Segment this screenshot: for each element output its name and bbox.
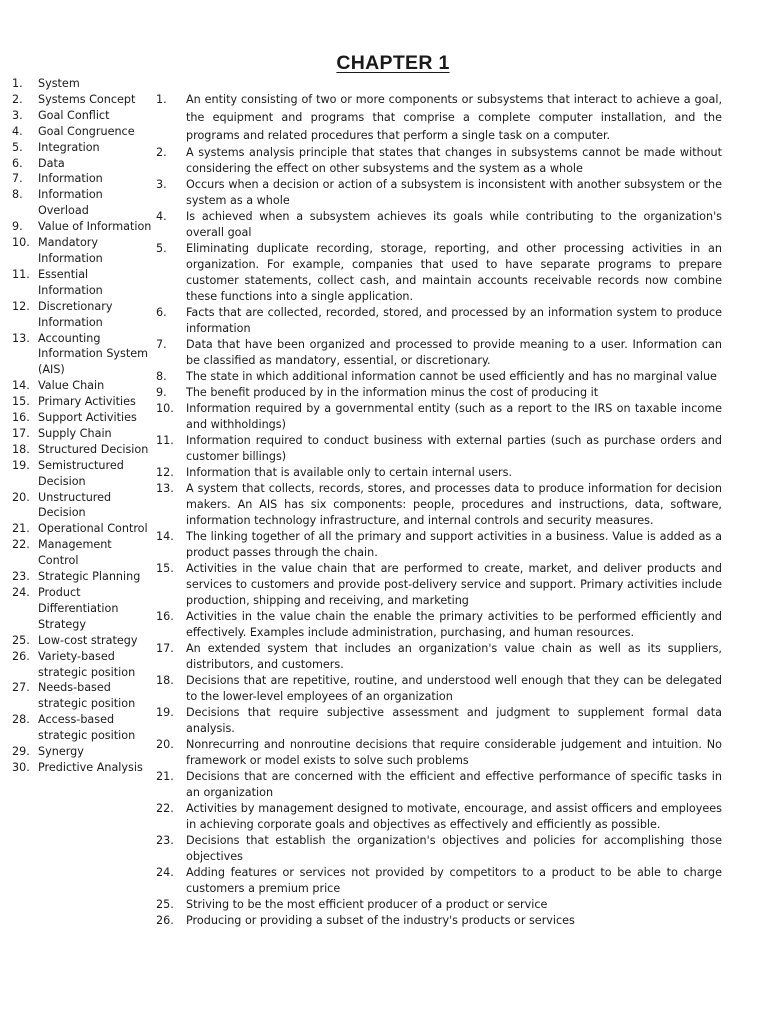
definition-item: [156, 209, 722, 241]
definition-item-text: Information required by a governmental entity (such as a report to the IRS on taxable income and withholdings): [186, 402, 722, 432]
definition-item-number: 24.: [156, 866, 174, 880]
term-item-text: Accounting Information System (AIS): [38, 331, 149, 377]
definition-item-number: 9.: [156, 386, 167, 400]
definition-item: [156, 865, 722, 897]
definition-item: [156, 241, 722, 305]
definition-item: [156, 481, 722, 529]
term-item-number: 26.: [12, 649, 30, 663]
definition-item-number: 23.: [156, 834, 174, 848]
term-item-text: Integration: [38, 140, 100, 154]
definition-item-number: 7.: [156, 338, 167, 352]
definition-item-text: Occurs when a decision or action of a subsystem is inconsistent with another subsystem or the system as a whole: [186, 178, 722, 208]
term-item-number: 16.: [12, 411, 30, 425]
term-item-text: Structured Decision: [38, 442, 149, 456]
definition-item: [156, 91, 722, 145]
definition-item: [156, 305, 722, 337]
definition-item-number: 25.: [156, 898, 174, 912]
term-item-text: Goal Conflict: [38, 108, 110, 122]
definition-item-text: Striving to be the most efficient producer of a product or service: [186, 898, 548, 912]
term-item: [12, 219, 152, 235]
term-item-number: 10.: [12, 236, 30, 250]
definition-item-number: 20.: [156, 738, 174, 752]
term-item-text: Strategic Planning: [38, 570, 141, 584]
definition-item-text: A system that collects, records, stores, and processes data to produce information for decision makers. An AIS has six components: people, procedures and instructions, data, software, information technology infrastructure, and internal controls and security measures.: [186, 482, 722, 528]
term-item-text: Variety-based strategic position: [38, 649, 136, 679]
term-item-text: Mandatory Information: [38, 236, 103, 265]
definition-item: [156, 401, 722, 433]
definition-item-number: 6.: [156, 306, 167, 320]
term-item-number: 14.: [12, 379, 30, 393]
term-item: [12, 458, 152, 490]
definition-item: [156, 561, 722, 609]
definition-item-number: 16.: [156, 610, 174, 624]
term-item: [12, 633, 152, 649]
definition-item-number: 11.: [156, 434, 174, 448]
term-item-text: Essential Information: [38, 267, 103, 297]
definition-item-number: 18.: [156, 674, 174, 688]
term-item: [12, 267, 152, 299]
term-item: [12, 331, 152, 379]
definition-item-number: 4.: [156, 210, 167, 224]
definition-item-number: 15.: [156, 562, 174, 576]
definition-item-number: 22.: [156, 802, 174, 816]
definition-item-text: Activities in the value chain the enable the primary activities to be performed efficiently and effectively. Examples include administration, purchasing, and human resources.: [186, 610, 722, 640]
definition-item: [156, 337, 722, 369]
term-item-number: 27.: [12, 681, 30, 695]
term-item: [12, 299, 152, 331]
term-item-text: Goal Congruence: [38, 124, 135, 138]
term-item: [12, 140, 152, 156]
term-item-text: Primary Activities: [38, 395, 136, 409]
terms-list: [12, 76, 152, 776]
term-item: [12, 585, 152, 633]
term-item-text: Synergy: [38, 745, 84, 759]
term-item-number: 12.: [12, 299, 30, 313]
term-item: [12, 521, 152, 537]
definition-item-text: The state in which additional information cannot be used efficiently and has no marginal value: [186, 370, 717, 384]
definition-item-text: An extended system that includes an organization's value chain as well as its suppliers, distributors, and customers.: [186, 642, 722, 672]
definition-item-text: Decisions that require subjective assessment and judgment to supplement formal data analysis.: [186, 706, 722, 736]
definition-item-number: 19.: [156, 706, 174, 720]
term-item-text: Discretionary Information: [38, 299, 113, 329]
term-item-text: Management Control: [38, 538, 112, 568]
definition-item-text: Eliminating duplicate recording, storage, reporting, and other processing activities in an organization. For example, companies that used to have separate programs to prepare customer statements, collect cash, and maintain accounts receivable records now combine these functions into a single application.: [186, 242, 722, 304]
definition-item-text: A systems analysis principle that states that changes in subsystems cannot be made without considering the effect on other subsystems and the system as a whole: [186, 146, 722, 176]
term-item: [12, 156, 152, 172]
term-item-number: 21.: [12, 522, 30, 536]
term-item: [12, 124, 152, 140]
definition-item-text: An entity consisting of two or more components or subsystems that interact to achieve a goal, the equipment and programs that comprise a complete computer installation, and the programs and related procedures that perform a single task on a computer.: [186, 93, 722, 143]
term-item-number: 4.: [12, 124, 23, 138]
term-item: [12, 569, 152, 585]
definition-item: [156, 913, 722, 929]
definition-item: [156, 769, 722, 801]
definition-item: [156, 737, 722, 769]
definition-item-text: Information that is available only to certain internal users.: [186, 466, 513, 480]
term-item-text: System: [38, 77, 80, 90]
term-item-number: 2.: [12, 92, 23, 106]
term-item-text: Information: [38, 172, 103, 186]
definition-item-number: 13.: [156, 482, 174, 496]
term-item-number: 25.: [12, 633, 30, 647]
term-item-number: 11.: [12, 267, 30, 281]
term-item: [12, 187, 152, 219]
definition-item-text: Is achieved when a subsystem achieves its goals while contributing to the organization's overall goal: [186, 210, 722, 240]
term-item: [12, 378, 152, 394]
definition-item-number: 14.: [156, 530, 174, 544]
term-item-text: Value of Information: [38, 220, 152, 234]
definition-item-text: Information required to conduct business with external parties (such as purchase orders and customer billings): [186, 434, 722, 464]
definition-item-text: Decisions that are concerned with the efficient and effective performance of specific tasks in an organization: [186, 770, 722, 800]
definition-item-number: 21.: [156, 770, 174, 784]
term-item-number: 1.: [12, 77, 23, 90]
term-item: [12, 649, 152, 681]
definition-item-text: Decisions that are repetitive, routine, and understood well enough that they can be delegated to the lower-level employees of an organization: [186, 674, 722, 704]
term-item-text: Data: [38, 156, 65, 170]
term-item-text: Product Differentiation Strategy: [38, 586, 119, 631]
term-item-text: Systems Concept: [38, 92, 136, 106]
term-item: [12, 490, 152, 522]
definition-item-number: 1.: [156, 93, 167, 106]
term-item-number: 8.: [12, 188, 23, 202]
definition-item-number: 5.: [156, 242, 167, 256]
term-item-number: 23.: [12, 570, 30, 584]
term-item-text: Support Activities: [38, 411, 137, 425]
term-item: [12, 171, 152, 187]
term-item-number: 13.: [12, 331, 30, 345]
definition-item: [156, 177, 722, 209]
term-item: [12, 410, 152, 426]
definition-item: [156, 465, 722, 481]
term-item-number: 28.: [12, 713, 30, 727]
term-item-number: 24.: [12, 586, 30, 599]
term-item-number: 22.: [12, 538, 30, 552]
definition-item: [156, 385, 722, 401]
definition-item-number: 3.: [156, 178, 167, 192]
definition-item-text: The benefit produced by in the information minus the cost of producing it: [186, 386, 599, 400]
definition-item-number: 26.: [156, 914, 174, 928]
definition-item: [156, 897, 722, 913]
term-item-text: Information Overload: [38, 188, 103, 218]
definition-item-text: Data that have been organized and processed to provide meaning to a user. Information can be classified as mandatory, essential, or discretionary.: [186, 338, 722, 368]
term-item: [12, 442, 152, 458]
definitions-list: [156, 91, 722, 929]
term-item-number: 6.: [12, 156, 23, 170]
definition-item-number: 17.: [156, 642, 174, 656]
definition-item-number: 10.: [156, 402, 174, 416]
term-item-number: 7.: [12, 172, 23, 186]
term-item-number: 18.: [12, 442, 30, 456]
term-item-text: Needs-based strategic position: [38, 681, 136, 711]
definition-item: [156, 833, 722, 865]
definition-item-text: Nonrecurring and nonroutine decisions that require considerable judgement and intuition. No framework or model exists to solve such problems: [186, 738, 722, 768]
term-item: [12, 744, 152, 760]
term-item: [12, 712, 152, 744]
definition-item-text: The linking together of all the primary and support activities in a business. Value is added as a product passes through the chain.: [186, 530, 722, 560]
definition-item: [156, 433, 722, 465]
page-title: CHAPTER 1: [336, 52, 450, 74]
definition-item-number: 2.: [156, 146, 167, 160]
term-item-number: 19.: [12, 458, 30, 472]
definition-item: [156, 705, 722, 737]
definition-item-text: Producing or providing a subset of the industry's products or services: [186, 914, 575, 928]
term-item: [12, 426, 152, 442]
term-item-text: Access-based strategic position: [38, 713, 136, 743]
term-item-number: 30.: [12, 760, 30, 774]
definition-item: [156, 641, 722, 673]
term-item: [12, 76, 152, 92]
term-item: [12, 394, 152, 410]
term-item-number: 3.: [12, 108, 23, 122]
term-item-text: Semistructured Decision: [38, 458, 124, 488]
definition-item: [156, 145, 722, 177]
definition-item: [156, 369, 722, 385]
term-item: [12, 680, 152, 712]
term-item: [12, 108, 152, 124]
definition-item-text: Activities in the value chain that are performed to create, market, and deliver products and services to customers and provide post-delivery service and support. Primary activities include production, shipping and receiving, and marketing: [186, 562, 722, 608]
term-item-number: 5.: [12, 140, 23, 154]
term-item-number: 17.: [12, 426, 30, 440]
definition-item-text: Facts that are collected, recorded, stored, and processed by an information system to produce information: [186, 306, 722, 336]
definition-item-number: 12.: [156, 466, 174, 480]
term-item: [12, 760, 152, 776]
term-item-number: 29.: [12, 745, 30, 759]
term-item-text: Predictive Analysis: [38, 760, 143, 774]
definition-item: [156, 609, 722, 641]
definition-item-text: Decisions that establish the organization's objectives and policies for accomplishing those objectives: [186, 834, 722, 864]
term-item-text: Operational Control: [38, 522, 148, 536]
term-item-text: Supply Chain: [38, 426, 112, 440]
term-item-number: 9.: [12, 220, 23, 234]
term-item: [12, 537, 152, 569]
term-item: [12, 92, 152, 108]
term-item: [12, 235, 152, 267]
term-item-text: Unstructured Decision: [38, 490, 112, 520]
term-item-text: Low-cost strategy: [38, 633, 138, 647]
term-item-number: 20.: [12, 490, 30, 504]
definition-item: [156, 801, 722, 833]
definition-item-number: 8.: [156, 370, 167, 384]
definition-item-text: Activities by management designed to motivate, encourage, and assist officers and employees in achieving corporate goals and objectives as effectively and efficiently as possible.: [186, 802, 722, 832]
term-item-number: 15.: [12, 395, 30, 409]
definition-item: [156, 673, 722, 705]
term-item-text: Value Chain: [38, 379, 105, 393]
definition-item-text: Adding features or services not provided by competitors to a product to be able to charge customers a premium price: [186, 866, 722, 896]
definition-item: [156, 529, 722, 561]
